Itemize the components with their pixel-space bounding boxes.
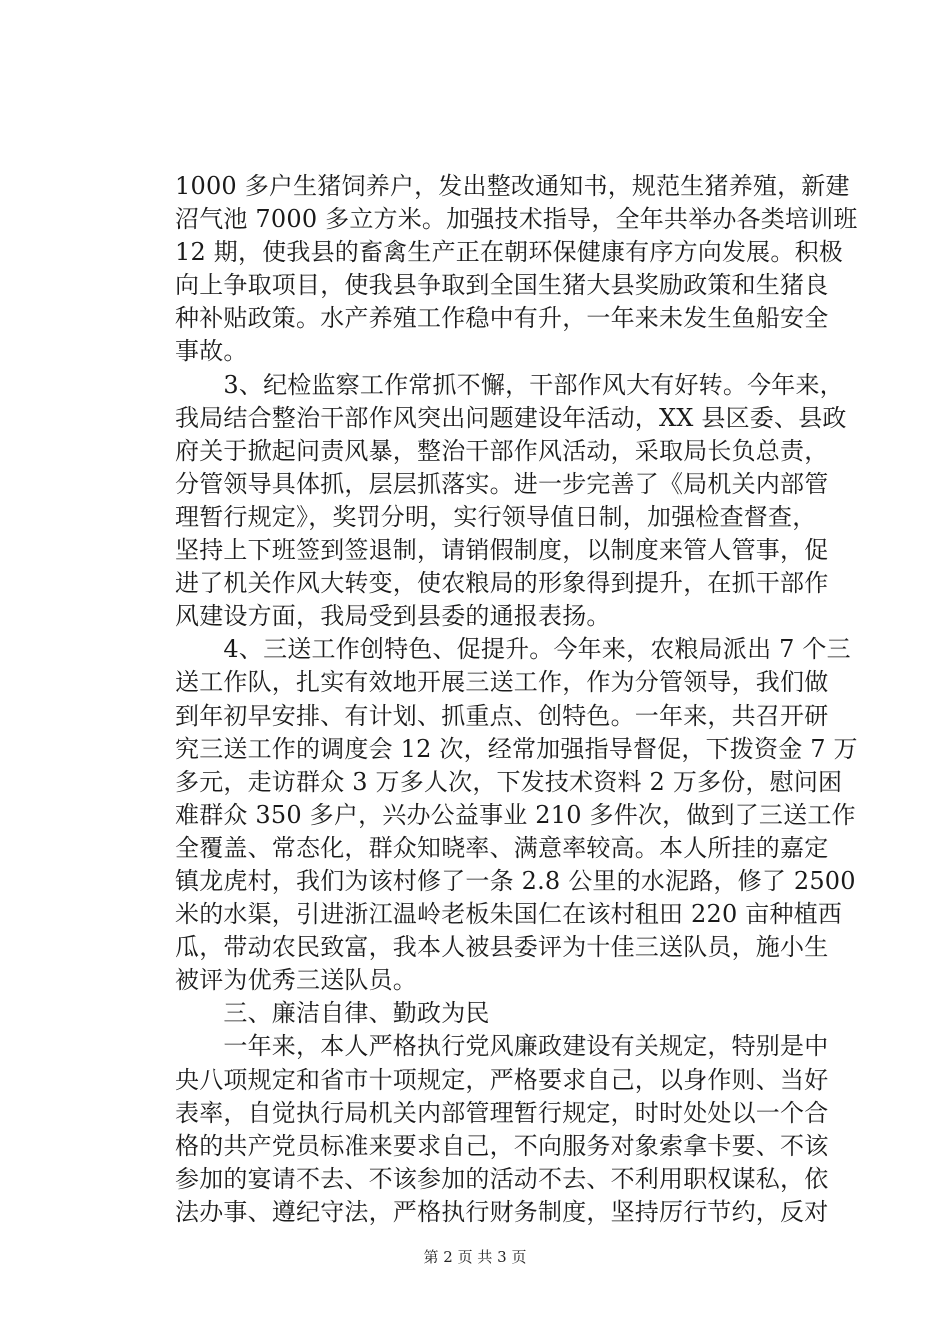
text-line-21: 全覆盖、常态化，群众知晓率、满意率较高。本人所挂的嘉定 [175, 833, 829, 862]
section-heading: 三、廉洁自律、勤政为民 [175, 999, 490, 1028]
text-line-1: 1000 多户生猪饲养户，发出整改通知书，规范生猪养殖，新建 [175, 172, 850, 200]
text-line-15: 4、三送工作创特色、促提升。今年来，农粮局派出 7 个三 [175, 635, 851, 664]
text-line-4: 向上争取项目，使我县争取到全国生猪大县奖励政策和生猪良 [175, 271, 829, 300]
text-line-14: 风建设方面，我局受到县委的通报表扬。 [175, 602, 611, 631]
text-line-16: 送工作队，扎实有效地开展三送工作，作为分管领导，我们做 [175, 668, 829, 697]
text-line-13: 进了机关作风大转变，使农粮局的形象得到提升，在抓干部作 [175, 569, 829, 598]
text-line-28: 央八项规定和省市十项规定，严格要求自己，以身作则、当好 [175, 1065, 829, 1094]
text-line-19: 多元，走访群众 3 万多人次，下发技术资料 2 万多份，慰问困 [175, 767, 843, 796]
text-line-27: 一年来，本人严格执行党风廉政建设有关规定，特别是中 [175, 1032, 829, 1061]
text-line-10: 分管领导具体抓，层层抓落实。进一步完善了《局机关内部管 [175, 469, 829, 498]
text-line-30: 格的共产党员标准来要求自己，不向服务对象索拿卡要、不该 [175, 1131, 829, 1160]
text-line-6: 事故。 [175, 337, 248, 366]
document-body [175, 170, 858, 1229]
text-line-24: 瓜，带动农民致富，我本人被县委评为十佳三送队员，施小生 [175, 933, 829, 962]
text-line-29: 表率，自觉执行局机关内部管理暂行规定，时时处处以一个合 [175, 1098, 829, 1127]
text-line-8: 我局结合整治干部作风突出问题建设年活动，XX 县区委、县政 [175, 403, 847, 432]
page-number-footer: 第 2 页 共 3 页 [423, 1248, 527, 1266]
text-line-2: 沼气池 7000 多立方米。加强技术指导，全年共举办各类培训班 [175, 205, 858, 234]
text-line-25: 被评为优秀三送队员。 [175, 966, 417, 995]
text-line-5: 种补贴政策。水产养殖工作稳中有升，一年来未发生鱼船安全 [175, 304, 829, 333]
text-line-3: 12 期，使我县的畜禽生产正在朝环保健康有序方向发展。积极 [175, 238, 843, 267]
text-line-22: 镇龙虎村，我们为该村修了一条 2.8 公里的水泥路，修了 2500 [175, 866, 856, 895]
text-line-7: 3、纪检监察工作常抓不懈，干部作风大有好转。今年来， [175, 370, 844, 399]
text-line-23: 米的水渠，引进浙江温岭老板朱国仁在该村租田 220 亩种植西 [175, 900, 843, 929]
text-line-20: 难群众 350 多户，兴办公益事业 210 多件次，做到了三送工作 [175, 800, 856, 829]
text-line-11: 理暂行规定》，奖罚分明，实行领导值日制，加强检查督查， [175, 502, 817, 531]
text-line-18: 究三送工作的调度会 12 次，经常加强指导督促，下拨资金 7 万 [175, 734, 858, 763]
text-line-12: 坚持上下班签到签退制，请销假制度，以制度来管人管事，促 [175, 536, 829, 565]
text-line-31: 参加的宴请不去、不该参加的活动不去、不利用职权谋私，依 [175, 1164, 829, 1193]
text-line-17: 到年初早安排、有计划、抓重点、创特色。一年来，共召开研 [175, 701, 829, 730]
text-line-9: 府关于掀起问责风暴，整治干部作风活动，采取局长负总责， [175, 436, 829, 465]
text-line-32: 法办事、遵纪守法，严格执行财务制度，坚持厉行节约，反对 [175, 1197, 829, 1226]
